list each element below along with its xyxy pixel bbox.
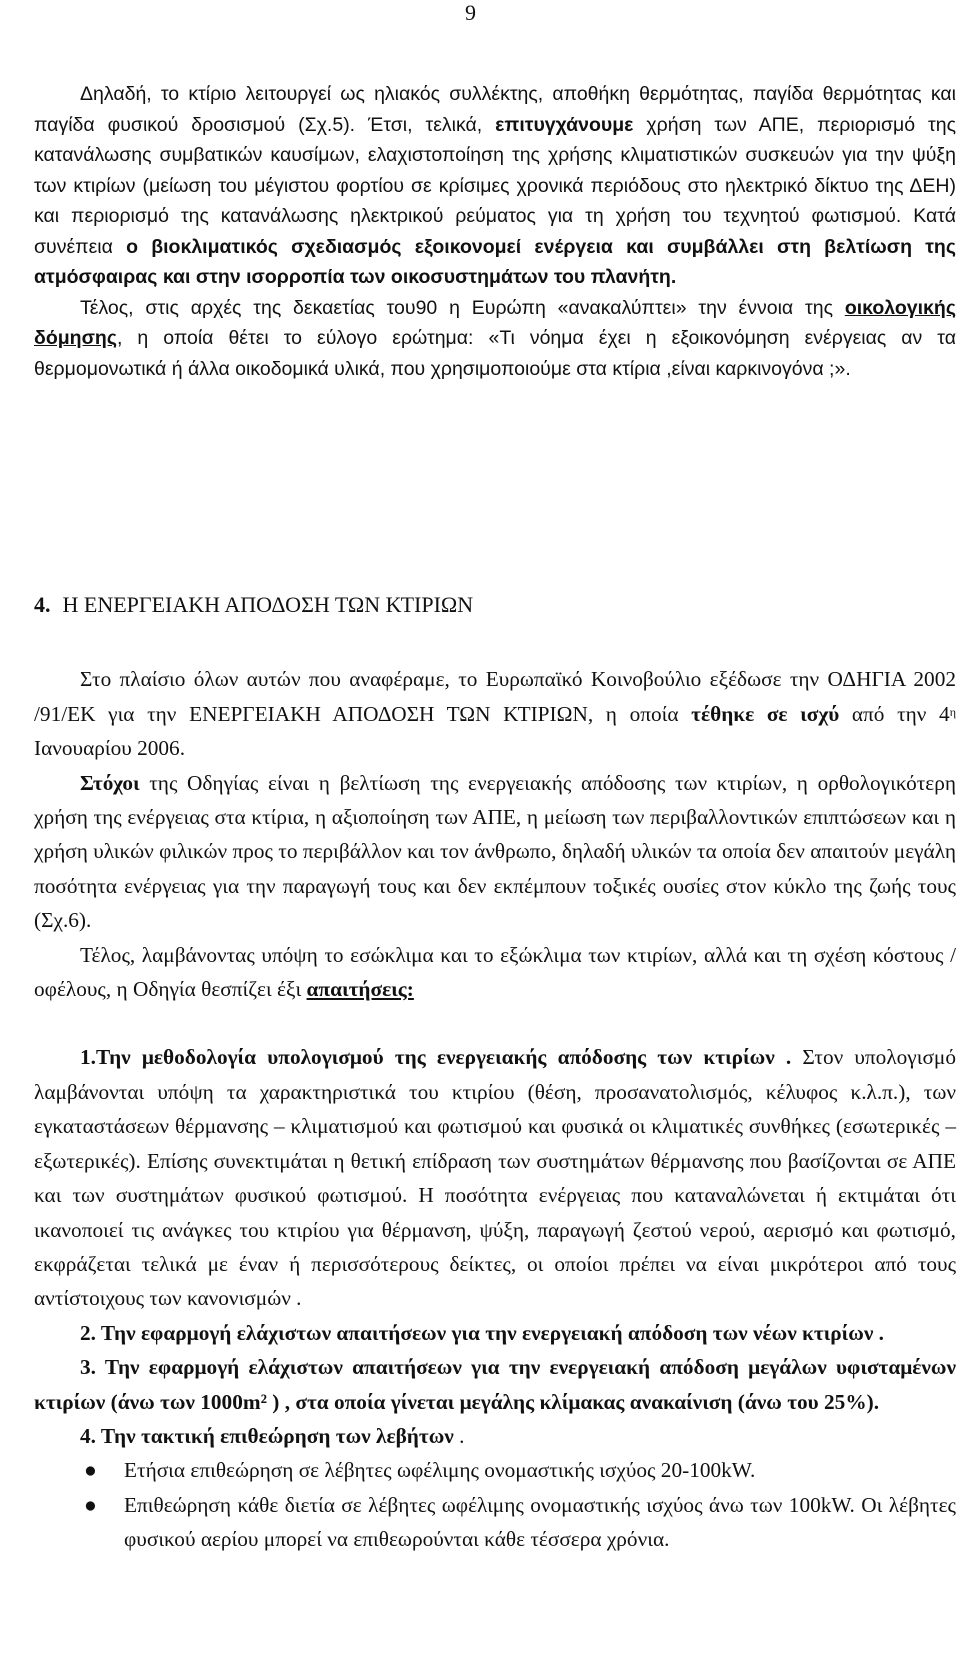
paragraph-ecological-building [34, 293, 956, 385]
bullet-icon: ● [84, 1492, 97, 1517]
requirement-2: 2. Την εφαρμογή ελάχιστων απαιτήσεων για την ενεργειακή απόδοση των νέων κτιρίων . [80, 1320, 885, 1345]
bold-underlined-term: οικολογικής δόμησης [34, 296, 956, 349]
bold-underlined-term: απαιτήσεις: [306, 977, 414, 1002]
bold-run: τέθηκε σε ισχύ [691, 701, 840, 726]
text-run: Ιανουαρίου 2006. [34, 736, 186, 761]
text-run: . [453, 1423, 465, 1448]
text-run: Δηλαδή, το κτίριο λειτουργεί ως ηλιακός συλλέκτης, αποθήκη θερμότητας, παγίδα θερμότητας και παγίδα φυσικού δροσισμού (Σχ.5). Έτσι, τελικά, [34, 83, 956, 136]
spacer [34, 1006, 956, 1040]
list-item-text: Επιθεώρηση κάθε διετία σε λέβητες ωφέλιμης ονομαστικής ισχύος άνω των 100kW. Οι λέβητες φυσικού αερίου μπορεί να επιθεωρούνται κάθε τέσσερα χρόνια. [124, 1492, 956, 1552]
bold-run: Στόχοι [80, 770, 140, 795]
superscript: η [949, 704, 956, 719]
text-run: Τέλος, λαμβάνοντας υπόψη το εσώκλιμα και το εξώκλιμα των κτιρίων, αλλά και τη σχέση κόστους / οφέλους, η Οδηγία θεσπίζει έξι [34, 942, 956, 1002]
text-run: Τέλος, στις αρχές της δεκαετίας του90 η Ευρώπη «ανακαλύπτει» την έννοια της [80, 296, 845, 319]
requirement-3: 3. Την εφαρμογή ελάχιστων απαιτήσεων για την ενεργειακή απόδοση μεγάλων υφισταμένων κτιρίων (άνω των 1000m² ) , στα οποία γίνεται μεγάλης κλίμακας ανακαίνιση (άνω του 25%). [34, 1355, 956, 1414]
paragraph-bioclimatic [34, 79, 956, 293]
paragraph-directive [34, 662, 956, 765]
list-item [34, 1488, 956, 1557]
bold-conclusion: ο βιοκλιματικός σχεδιασμός εξοικονομεί ενέργεια και συμβάλλει στη βελτίωση της ατμόσφαιρας και στην ισορροπία των οικοσυστημάτων του πλανήτη. [34, 235, 956, 288]
section-number: 4. [34, 592, 51, 617]
intro-section [34, 79, 956, 384]
requirement-title: 1.Την μεθοδολογία υπολογισμού της ενεργειακής απόδοσης των κτιρίων . [80, 1045, 792, 1070]
list-item [34, 1453, 956, 1487]
text-run: από την 4 [839, 701, 950, 726]
requirement-1 [34, 1040, 956, 1315]
text-run: , η οποία θέτει το εύλογο ερώτημα: «Τι νόημα έχει η εξοικονόμηση ενέργειας αν τα θερμομονωτικά ή άλλα οικοδομικά υλικά, που χρησιμοποιούμε στα κτίρια ,είναι καρκινογόνα ;». [34, 327, 956, 380]
requirement-4 [34, 1419, 956, 1453]
page-number: 9 [465, 0, 476, 25]
section-title: Η ΕΝΕΡΓΕΙΑΚΗ ΑΠΟΔΟΣΗ ΤΩΝ ΚΤΙΡΙΩΝ [62, 592, 474, 617]
requirement-title: 4. Την τακτική επιθεώρηση των λεβήτων [80, 1423, 454, 1448]
inspection-list [34, 1453, 956, 1556]
requirement-text: Στον υπολογισμό λαμβάνονται υπόψη τα χαρακτηριστικά του κτιρίου (θέση, προσανατολισμός, κέλυφος κ.λ.π.), των εγκαταστάσεων θέρμανσης – κλιματισμού και φωτισμού και φυσικά οι κλιματικές συνθήκες (εσωτερικές – εξωτερικές). Επίσης συνεκτιμάται η θετική επίδραση των συστημάτων θέρμανσης που βασίζονται σε ΑΠΕ και των συστημάτων φυσικού φωτισμού. Η ποσότητα ενέργειας που καταναλώνεται ή εκτιμάται ότι ικανοποιεί τις ανάγκες του κτιρίου για θέρμανση, ψύξη, παραγωγή ζεστού νερού, αερισμό και φωτισμό, εκφράζεται τελικά με έναν ή περισσότερους δείκτες, οι οποίοι πρέπει να είναι μικρότεροι από τους αντίστοιχους των κανονισμών . [34, 1045, 956, 1311]
list-item-text: Ετήσια επιθεώρηση σε λέβητες ωφέλιμης ονομαστικής ισχύος 20-100kW. [124, 1458, 756, 1483]
text-run: χρήση των ΑΠΕ, περιορισμό της κατανάλωσης συμβατικών καυσίμων, ελαχιστοποίηση της χρήσης κλιματιστικών συσκευών για την ψύξη των κτιρίων (μείωση του μέγιστου φορτίου σε κρίσιμες χρονικά περιόδους στο ηλεκτρικό δίκτυο της ΔΕΗ) και περιορισμό της κατανάλωσης ηλεκτρικού ρεύματος για τη χρήση του τεχνητού φωτισμού. Κατά συνέπεια [34, 113, 956, 258]
section-heading [34, 588, 956, 622]
text-run: Στο πλαίσιο όλων αυτών που αναφέραμε, το Ευρωπαϊκό Κοινοβούλιο εξέδωσε την ΟΔΗΓΙΑ 2002 /91/ΕΚ για την ΕΝΕΡΓΕΙΑΚΗ ΑΠΟΔΟΣΗ ΤΩΝ ΚΤΙΡΙΩΝ, η οποία [34, 667, 956, 726]
paragraph-goals [34, 766, 956, 938]
bold-run: επιτυγχάνουμε [495, 113, 634, 136]
paragraph-requirements [34, 938, 956, 1007]
section-4 [34, 588, 956, 1557]
bullet-icon: ● [84, 1458, 97, 1483]
text-run: της Οδηγίας είναι η βελτίωση της ενεργειακής απόδοσης των κτιρίων, η ορθολογικότερη χρήση της ενέργειας στα κτίρια, η αξιοποίηση των ΑΠΕ, η μείωση των περιβαλλοντικών επιπτώσεων και η χρήση υλικών φιλικών προς το περιβάλλον και τον άνθρωπο, δηλαδή υλικών τα οποία δεν απαιτούν μεγάλη ποσότητα ενέργειας για την παραγωγή τους και δεν εκπέμπουν τοξικές ουσίες στον κύκλο της ζωής τους (Σχ.6). [34, 770, 956, 933]
